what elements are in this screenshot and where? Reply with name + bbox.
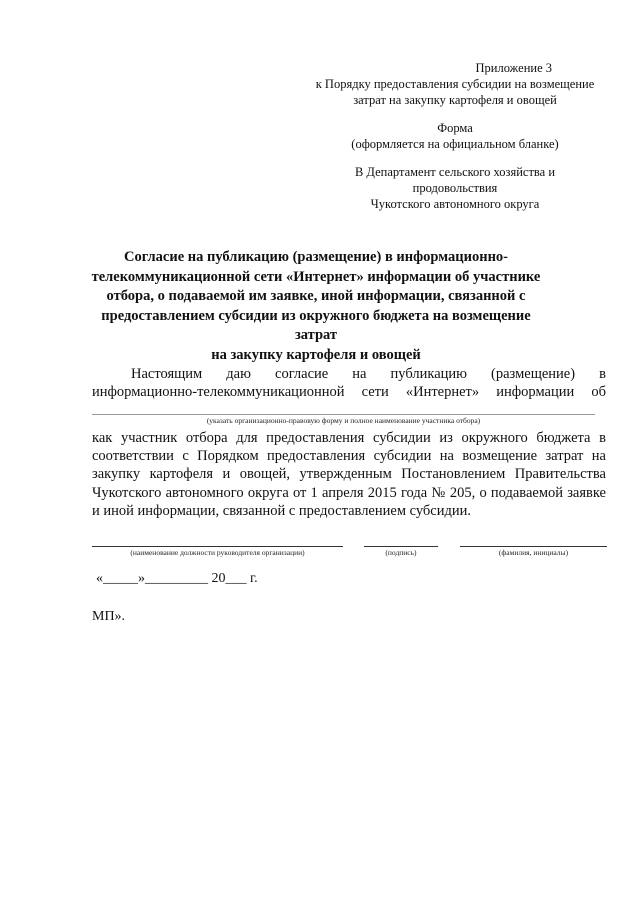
appendix-reference: к Порядку предоставления субсидии на возмещение [315, 77, 595, 91]
position-caption: (наименование должности руководителя организации) [130, 548, 305, 557]
name-caption: (фамилия, инициалы) [498, 548, 569, 557]
org-name-caption: (указать организационно-правовую форму и полное наименование участника отбора) [206, 416, 481, 425]
form-block [300, 120, 610, 152]
title-line: на закупку картофеля и овощей [211, 346, 421, 363]
position-field-line[interactable] [92, 546, 343, 547]
signature-caption: (подпись) [385, 548, 417, 557]
form-note: (оформляется на официальном бланке) [351, 137, 559, 151]
consent-line-1: Настоящим даю согласие на публикацию (размещение) в [131, 366, 606, 382]
form-label: Форма [437, 121, 473, 135]
title-line: Согласие на публикацию (размещение) в информационно- [123, 249, 509, 265]
date-line: «_____»_________ 20___ г. [96, 571, 258, 586]
signature-field-line[interactable] [364, 546, 438, 547]
appendix-block [300, 60, 610, 108]
consent-paragraph: как участник отбора для предоставления субсидии из окружного бюджета в соответствии с Порядком предоставления субсидии на возмещение затрат на закупку картофеля и овощей, утвержденным Постановлением Правительства Чукотского автономного округа от 1 апреля 2015 года № 205, о подаваемой заявке и иной информации, связанной с предоставлением субсидии. [92, 430, 606, 519]
appendix-reference-cont: затрат на закупку картофеля и овощей [353, 93, 557, 107]
addressee-line: В Департамент сельского хозяйства и [354, 165, 556, 179]
org-name-field-line[interactable] [92, 414, 595, 415]
addressee-line: продовольствия [412, 181, 498, 195]
consent-line-2: информационно-телекоммуникационной сети «Интернет» информации об [92, 384, 606, 400]
title-line: телекоммуникационной сети «Интернет» информации об участнике [91, 268, 541, 285]
document-title [86, 248, 546, 365]
appendix-title: Приложение 3 [475, 61, 552, 75]
title-line: отбора, о подаваемой им заявке, иной информации, связанной с [106, 288, 526, 304]
addressee-line: Чукотского автономного округа [370, 197, 540, 211]
title-line: предоставлением субсидии из окружного бюджета на возмещение затрат [101, 307, 531, 343]
name-field-line[interactable] [460, 546, 607, 547]
addressee-block [300, 164, 610, 212]
stamp-placeholder: МП». [92, 609, 126, 624]
